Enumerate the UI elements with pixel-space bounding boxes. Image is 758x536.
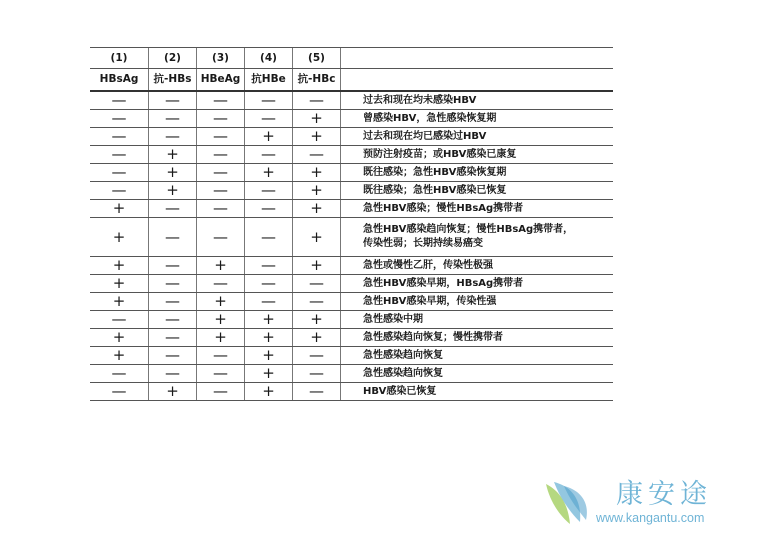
interpretation-text: 传染性弱；长期持续易癌变 <box>363 238 483 249</box>
table-row <box>90 311 613 329</box>
watermark-url: www.kangantu.com <box>596 511 705 525</box>
marker-cell: + <box>245 329 293 347</box>
interpretation-cell <box>341 383 614 401</box>
marker-cell: — <box>245 146 293 164</box>
hbv-markers-table <box>90 47 613 401</box>
marker-cell: + <box>149 383 197 401</box>
marker-cell: — <box>197 110 245 128</box>
interpretation-text: 急性HBV感染早期，HBsAg携带者 <box>363 278 524 289</box>
interpretation-cell <box>341 128 614 146</box>
marker-cell: + <box>293 329 341 347</box>
marker-cell: + <box>245 311 293 329</box>
col-number: (2) <box>149 48 197 69</box>
marker-cell: — <box>245 91 293 110</box>
kangantu-watermark <box>540 480 740 530</box>
marker-cell: + <box>90 293 149 311</box>
interpretation-cell <box>341 91 614 110</box>
watermark-name: 康安途 <box>616 479 712 510</box>
marker-cell: — <box>90 365 149 383</box>
col-number-blank <box>341 48 614 69</box>
marker-cell: + <box>90 347 149 365</box>
marker-cell: + <box>197 257 245 275</box>
marker-cell: — <box>90 110 149 128</box>
marker-cell: + <box>293 182 341 200</box>
interpretation-text: 急性HBV感染趋向恢复；慢性HBsAg携带者， <box>363 224 574 235</box>
marker-cell: + <box>245 347 293 365</box>
interpretation-cell <box>341 182 614 200</box>
marker-cell: + <box>90 218 149 257</box>
marker-cell: — <box>197 218 245 257</box>
interpretation-text: 预防注射疫苗；或HBV感染已康复 <box>363 149 517 160</box>
marker-cell: — <box>149 218 197 257</box>
col-name-blank <box>341 69 614 92</box>
interpretation-text: 曾感染HBV，急性感染恢复期 <box>363 113 497 124</box>
marker-cell: + <box>245 128 293 146</box>
interpretation-text: 急性感染趋向恢复 <box>363 350 443 361</box>
marker-cell: — <box>293 146 341 164</box>
marker-cell: — <box>245 200 293 218</box>
interpretation-cell <box>341 110 614 128</box>
interpretation-text: 既往感染；急性HBV感染已恢复 <box>363 185 507 196</box>
interpretation-cell <box>341 257 614 275</box>
marker-cell: — <box>245 275 293 293</box>
interpretation-text: 急性感染趋向恢复；慢性携带者 <box>363 332 503 343</box>
marker-cell: — <box>149 200 197 218</box>
col-number: (5) <box>293 48 341 69</box>
marker-cell: — <box>149 347 197 365</box>
marker-cell: — <box>245 257 293 275</box>
marker-cell: — <box>149 91 197 110</box>
marker-cell: — <box>293 275 341 293</box>
marker-cell: — <box>90 91 149 110</box>
marker-cell: — <box>245 293 293 311</box>
interpretation-cell <box>341 365 614 383</box>
header-row-names <box>90 69 613 92</box>
marker-cell: + <box>90 275 149 293</box>
marker-cell: + <box>149 146 197 164</box>
marker-cell: — <box>90 383 149 401</box>
interpretation-text: 急性或慢性乙肝，传染性极强 <box>363 260 493 271</box>
interpretation-text: 急性HBV感染早期，传染性强 <box>363 296 497 307</box>
table-row <box>90 91 613 110</box>
interpretation-cell <box>341 218 614 257</box>
marker-cell: — <box>149 110 197 128</box>
table-row <box>90 275 613 293</box>
marker-cell: + <box>293 257 341 275</box>
marker-cell: — <box>90 311 149 329</box>
interpretation-text: 过去和现在均已感染过HBV <box>363 131 487 142</box>
marker-cell: — <box>293 293 341 311</box>
marker-cell: — <box>197 182 245 200</box>
marker-cell: — <box>245 110 293 128</box>
col-name: 抗-HBc <box>293 69 341 92</box>
marker-cell: + <box>293 200 341 218</box>
marker-cell: — <box>197 146 245 164</box>
table-row <box>90 146 613 164</box>
col-name: HBeAg <box>197 69 245 92</box>
interpretation-text: HBV感染已恢复 <box>363 386 437 397</box>
marker-cell: — <box>197 347 245 365</box>
marker-cell: — <box>90 182 149 200</box>
col-name: 抗HBe <box>245 69 293 92</box>
marker-cell: + <box>149 164 197 182</box>
marker-cell: — <box>293 91 341 110</box>
header-row-numbers <box>90 48 613 69</box>
marker-cell: — <box>149 275 197 293</box>
marker-cell: — <box>149 311 197 329</box>
col-name: HBsAg <box>90 69 149 92</box>
interpretation-text: 急性感染中期 <box>363 314 423 325</box>
table-row <box>90 293 613 311</box>
marker-cell: — <box>245 182 293 200</box>
marker-cell: — <box>90 128 149 146</box>
marker-cell: — <box>293 347 341 365</box>
interpretation-text: 急性感染趋向恢复 <box>363 368 443 379</box>
marker-cell: — <box>90 146 149 164</box>
marker-cell: — <box>149 329 197 347</box>
interpretation-cell <box>341 200 614 218</box>
marker-cell: + <box>90 329 149 347</box>
marker-cell: — <box>149 293 197 311</box>
table-row <box>90 347 613 365</box>
marker-cell: — <box>197 91 245 110</box>
marker-cell: + <box>90 257 149 275</box>
interpretation-text: 过去和现在均未感染HBV <box>363 95 477 106</box>
table-row <box>90 182 613 200</box>
marker-cell: + <box>293 164 341 182</box>
interpretation-cell <box>341 293 614 311</box>
marker-cell: — <box>90 164 149 182</box>
marker-cell: — <box>197 200 245 218</box>
marker-cell: — <box>197 128 245 146</box>
marker-cell: + <box>197 329 245 347</box>
table-row <box>90 257 613 275</box>
marker-cell: + <box>245 164 293 182</box>
leaf-logo-icon <box>540 480 592 528</box>
marker-cell: — <box>149 365 197 383</box>
marker-cell: — <box>197 383 245 401</box>
marker-cell: + <box>293 311 341 329</box>
col-number: (4) <box>245 48 293 69</box>
interpretation-cell <box>341 164 614 182</box>
col-number: (1) <box>90 48 149 69</box>
marker-cell: — <box>197 365 245 383</box>
interpretation-cell <box>341 146 614 164</box>
marker-cell: — <box>293 383 341 401</box>
table-row <box>90 200 613 218</box>
interpretation-text: 急性HBV感染；慢性HBsAg携带者 <box>363 203 524 214</box>
marker-cell: — <box>293 365 341 383</box>
table-row <box>90 110 613 128</box>
table-row <box>90 164 613 182</box>
marker-cell: + <box>293 128 341 146</box>
marker-cell: — <box>149 128 197 146</box>
marker-cell: + <box>149 182 197 200</box>
marker-cell: + <box>197 293 245 311</box>
marker-cell: + <box>197 311 245 329</box>
col-number: (3) <box>197 48 245 69</box>
marker-cell: — <box>197 164 245 182</box>
table-row <box>90 128 613 146</box>
marker-cell: + <box>245 365 293 383</box>
table-row <box>90 329 613 347</box>
marker-cell: — <box>245 218 293 257</box>
col-name: 抗-HBs <box>149 69 197 92</box>
marker-cell: — <box>149 257 197 275</box>
marker-cell: + <box>293 110 341 128</box>
interpretation-text: 既往感染；急性HBV感染恢复期 <box>363 167 507 178</box>
marker-cell: + <box>245 383 293 401</box>
marker-cell: + <box>90 200 149 218</box>
interpretation-cell <box>341 347 614 365</box>
marker-cell: + <box>293 218 341 257</box>
interpretation-cell <box>341 275 614 293</box>
table-row <box>90 218 613 257</box>
interpretation-cell <box>341 329 614 347</box>
table-row <box>90 383 613 401</box>
marker-cell: — <box>197 275 245 293</box>
interpretation-cell <box>341 311 614 329</box>
table-row <box>90 365 613 383</box>
